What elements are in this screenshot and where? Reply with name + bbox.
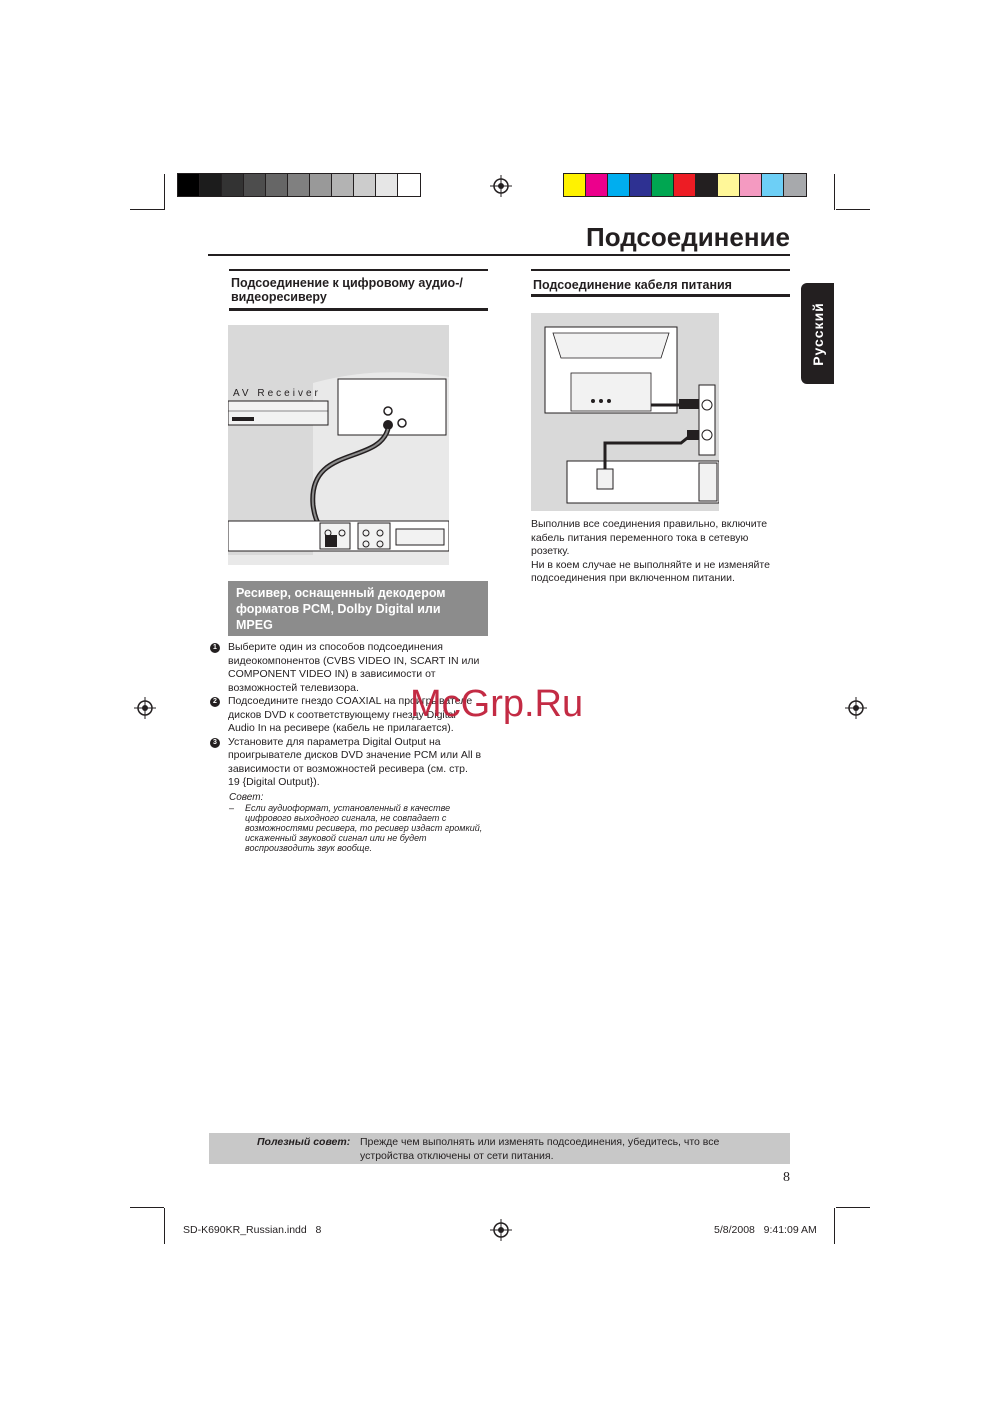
crop-mark [834, 1208, 835, 1244]
calibration-swatch [696, 174, 718, 196]
crop-mark [836, 1207, 870, 1208]
crop-mark [130, 209, 164, 210]
calibration-swatch [354, 174, 376, 196]
crop-mark [836, 209, 870, 210]
calibration-swatch [674, 174, 696, 196]
section-rule [531, 269, 790, 271]
tip-dash: – [229, 803, 235, 813]
calibration-swatch [718, 174, 740, 196]
calibration-swatch [178, 174, 200, 196]
step-number: 2 [210, 697, 220, 707]
av-receiver-diagram [228, 325, 449, 565]
left-section-heading: Подсоединение к цифровому аудио-/ видеоресиверу [231, 276, 463, 304]
step-text: Выберите один из способов подсоединения видеокомпонентов (CVBS VIDEO IN, SCART IN или COMPONENT VIDEO IN) в зависимости от возможностей телевизора. [228, 641, 480, 694]
title-divider [208, 254, 790, 256]
crop-mark [130, 1207, 164, 1208]
calibration-swatch [288, 174, 310, 196]
tip-title: Совет: [229, 792, 264, 803]
calibration-swatch [310, 174, 332, 196]
footer-timestamp: 5/8/2008 9:41:09 AM [714, 1224, 817, 1236]
tip-text: Если аудиоформат, установленный в качестве цифрового выходного сигнала, не совпадает с возможностями ресивера, то ресивер издаст громкий, искаженный звуковой сигнал или не будет воспроизводить звук вообще. [245, 803, 483, 853]
section-rule [531, 294, 790, 297]
language-tab-label: Русский [809, 301, 826, 366]
calibration-swatch [608, 174, 630, 196]
registration-mark-icon [134, 697, 156, 719]
tip-note [229, 793, 491, 853]
watermark-text: McGrp.Ru [410, 683, 584, 725]
step-number: 3 [210, 738, 220, 748]
section-rule [229, 269, 488, 271]
calibration-swatch [376, 174, 398, 196]
helpful-tip-text: Прежде чем выполнять или изменять подсоединения, убедитесь, что все устройства отключены от сети питания. [360, 1136, 720, 1162]
language-tab [801, 283, 834, 384]
step-text: Установите для параметра Digital Output на проигрывателе дисков DVD значение PCM или All в зависимости от возможностей ресивера (см. стр. 19 {Digital Output}). [228, 735, 482, 788]
grayscale-bars [177, 173, 421, 197]
color-bars [563, 173, 807, 197]
av-receiver-label: AV Receiver [233, 388, 321, 399]
calibration-swatch [398, 174, 420, 196]
step-text: Подсоедините гнездо COAXIAL на проигрывателе дисков DVD к соответствующему гнезду Digital Audio In на ресивере (кабель не прилагается). [228, 695, 473, 734]
calibration-swatch [784, 174, 806, 196]
footer-filename: SD-K690KR_Russian.indd 8 [183, 1224, 322, 1236]
helpful-tip-bar [209, 1133, 790, 1164]
calibration-swatch [630, 174, 652, 196]
power-warning: Ни в коем случае не выполняйте и не изменяйте подсоединения при включенном питании. [531, 558, 770, 584]
right-section-heading: Подсоединение кабеля питания [533, 278, 732, 292]
calibration-swatch [762, 174, 784, 196]
calibration-swatch [740, 174, 762, 196]
power-instructions [531, 518, 786, 586]
calibration-swatch [564, 174, 586, 196]
crop-mark [834, 174, 835, 210]
calibration-swatch [266, 174, 288, 196]
page-title: Подсоединение [586, 222, 790, 252]
page-number: 8 [783, 1170, 790, 1185]
receiver-decoder-box: Ресивер, оснащенный декодером форматов PCM, Dolby Digital или MPEG [228, 581, 488, 636]
registration-mark-icon [490, 175, 512, 197]
calibration-swatch [586, 174, 608, 196]
registration-mark-icon [490, 1219, 512, 1241]
section-rule [229, 308, 488, 311]
calibration-swatch [222, 174, 244, 196]
step-item [210, 736, 482, 790]
calibration-swatch [332, 174, 354, 196]
power-paragraph: Выполнив все соединения правильно, включите кабель питания переменного тока в сетевую розетку. [531, 518, 768, 557]
calibration-swatch [244, 174, 266, 196]
crop-mark [164, 174, 165, 210]
power-cable-diagram [531, 313, 719, 511]
step-number: 1 [210, 643, 220, 653]
calibration-swatch [652, 174, 674, 196]
calibration-swatch [200, 174, 222, 196]
registration-mark-icon [845, 697, 867, 719]
helpful-tip-label: Полезный совет: [257, 1136, 351, 1148]
crop-mark [164, 1208, 165, 1244]
